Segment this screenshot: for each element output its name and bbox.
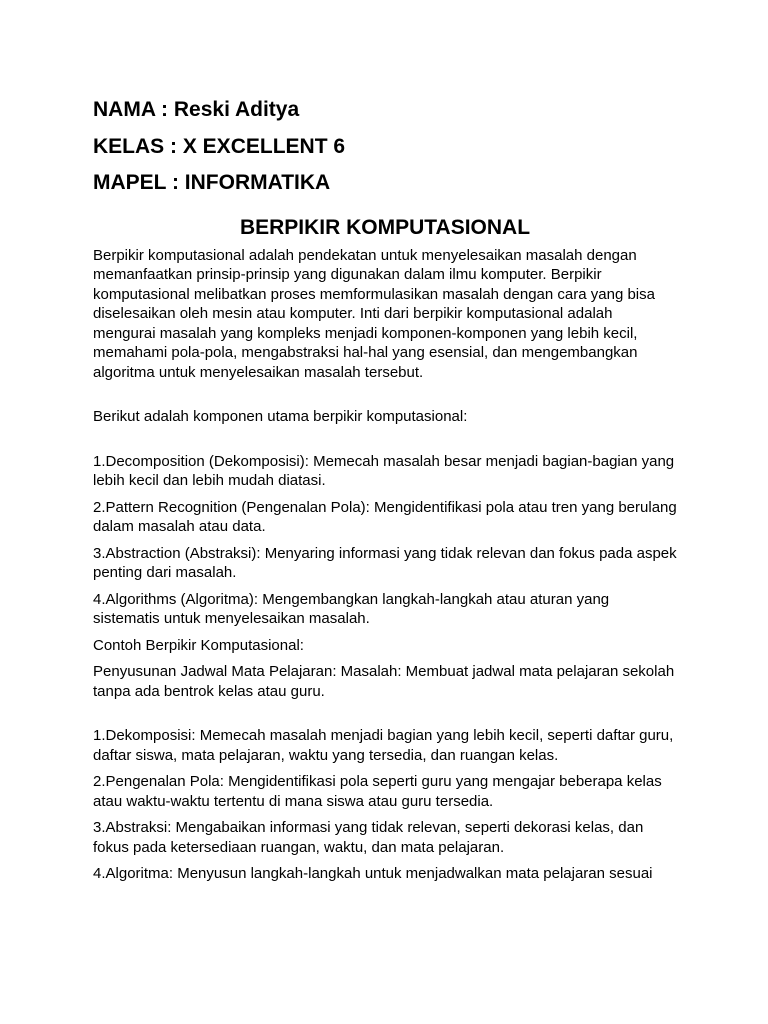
example-step: 1.Dekomposisi: Memecah masalah menjadi bagian yang lebih kecil, seperti daftar guru, daftar siswa, mata pelajaran, waktu yang tersedia, dan ruangan kelas. bbox=[93, 727, 674, 764]
component-item: 4.Algorithms (Algoritma): Mengembangkan langkah-langkah atau aturan yang sistematis untuk menyelesaikan masalah. bbox=[93, 590, 610, 627]
intro-paragraph: Berpikir komputasional adalah pendekatan untuk menyelesaikan masalah dengan memanfaatkan prinsip-prinsip yang digunakan dalam ilmu komputer. Berpikir komputasional melibatkan proses memformulasikan masalah dengan cara yang bisa diselesaikan oleh mesin atau komputer. Inti dari berpikir komputasional adalah mengurai masalah yang kompleks menjadi komponen-komponen yang lebih kecil, memahami pola-pola, mengabstraksi hal-hal yang esensial, dan mengembangkan algoritma untuk menyelesaikan masalah tersebut. bbox=[93, 246, 655, 381]
student-name: NAMA : Reski Aditya bbox=[93, 98, 300, 121]
example-step: 4.Algoritma: Menyusun langkah-langkah untuk menjadwalkan mata pelajaran sesuai bbox=[93, 865, 653, 882]
example-heading: Contoh Berpikir Komputasional: bbox=[93, 636, 304, 654]
subject: MAPEL : INFORMATIKA bbox=[93, 171, 331, 194]
example-step: 2.Pengenalan Pola: Mengidentifikasi pola seperti guru yang mengajar beberapa kelas atau waktu-waktu tertentu di mana siswa atau guru tersedia. bbox=[93, 773, 662, 810]
component-item: 1.Decomposition (Dekomposisi): Memecah masalah besar menjadi bagian-bagian yang lebih kecil dan lebih mudah diatasi. bbox=[93, 452, 675, 489]
document-body bbox=[93, 92, 677, 891]
component-item: 2.Pattern Recognition (Pengenalan Pola): Mengidentifikasi pola atau tren yang berulang dalam masalah atau data. bbox=[93, 498, 677, 535]
document-title: BERPIKIR KOMPUTASIONAL bbox=[239, 215, 531, 239]
components-intro: Berikut adalah komponen utama berpikir komputasional: bbox=[93, 408, 468, 425]
component-item: 3.Abstraction (Abstraksi): Menyaring informasi yang tidak relevan dan fokus pada aspek penting dari masalah. bbox=[93, 544, 677, 581]
student-class: KELAS : X EXCELLENT 6 bbox=[93, 134, 346, 158]
example-step: 3.Abstraksi: Mengabaikan informasi yang tidak relevan, seperti dekorasi kelas, dan fokus pada ketersediaan ruangan, waktu, dan mata pelajaran. bbox=[93, 819, 644, 856]
example-problem: Penyusunan Jadwal Mata Pelajaran: Masalah: Membuat jadwal mata pelajaran sekolah tanpa ada bentrok kelas atau guru. bbox=[93, 663, 675, 700]
